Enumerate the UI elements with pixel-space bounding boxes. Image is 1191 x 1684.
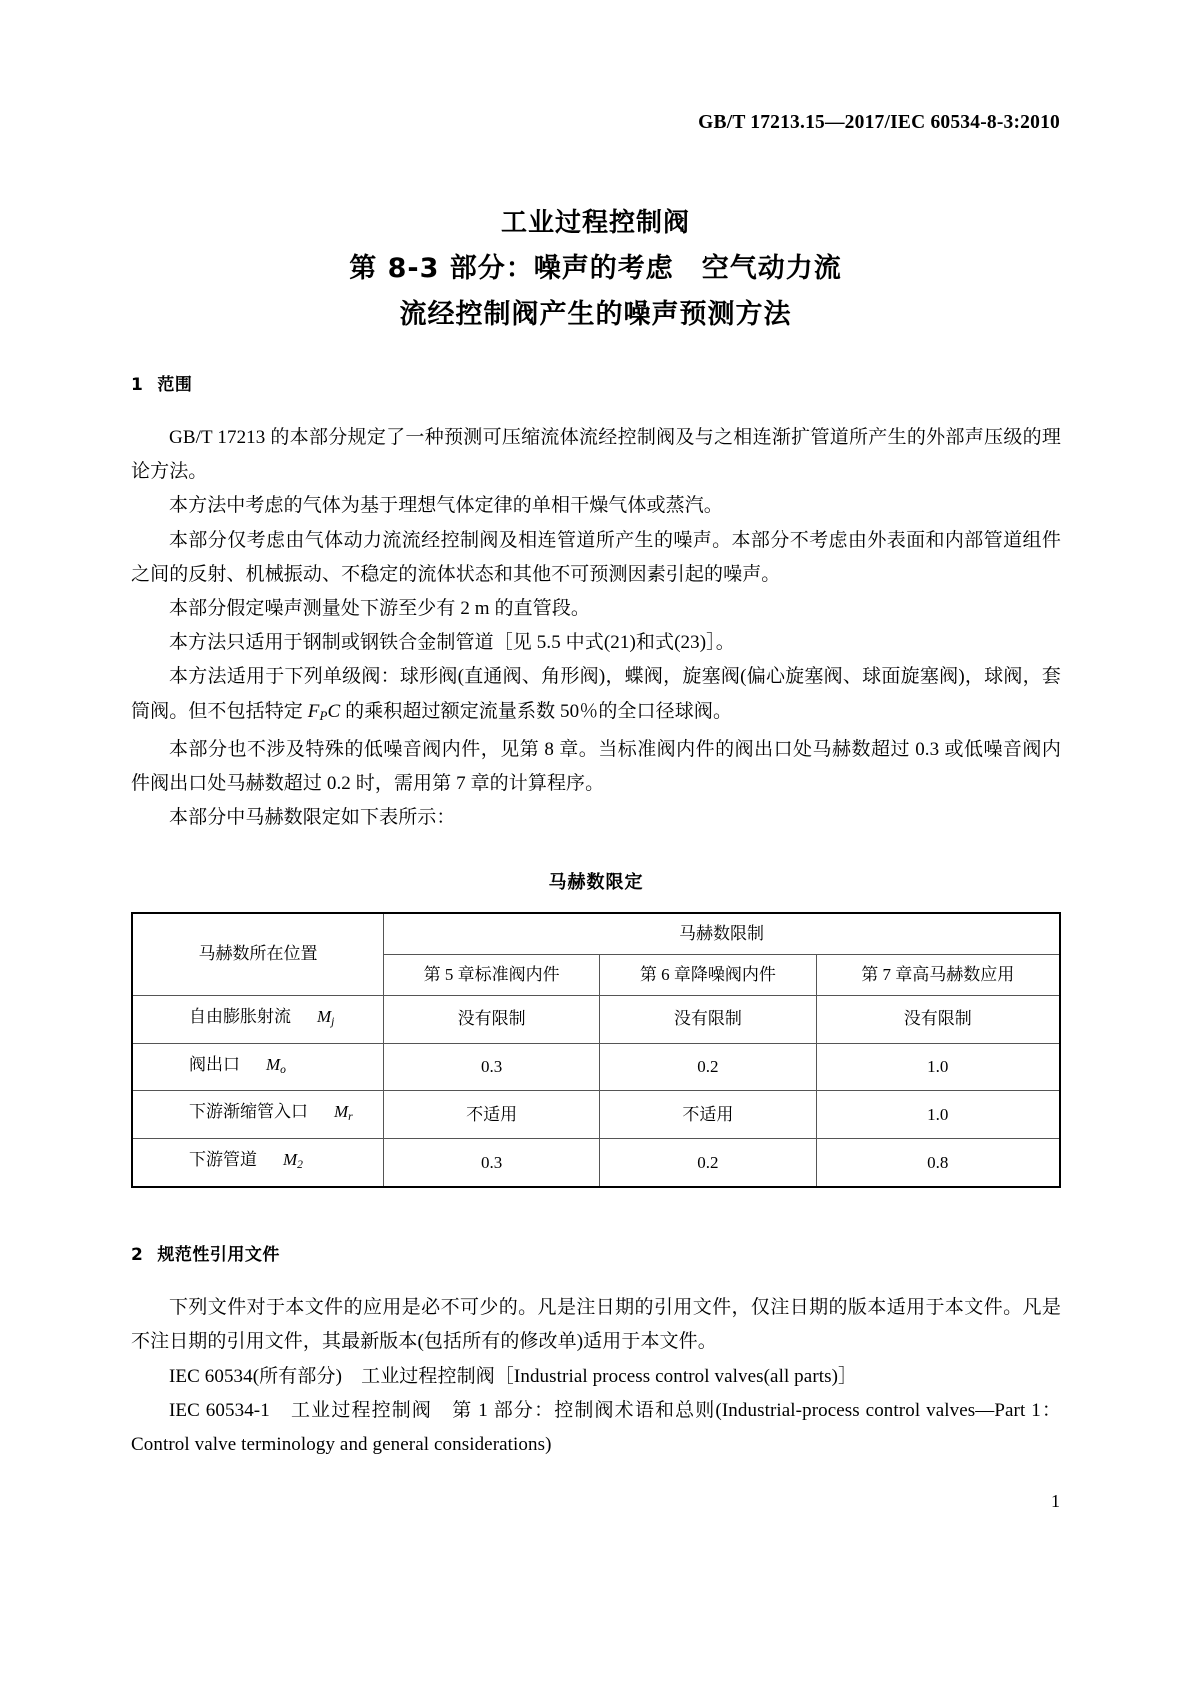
row-label-text: 下游渐缩管入口 [189, 1102, 308, 1122]
table-header-row-group [132, 913, 1060, 955]
table-cell-value: 没有限制 [816, 995, 1060, 1043]
row-label-symbol [317, 996, 334, 1043]
row-label-symbol [266, 1044, 286, 1091]
symbol-f-subscript: P [319, 707, 328, 723]
clause-1-heading [131, 370, 1061, 395]
table-row-label-downstream-reducer-inlet [132, 1091, 384, 1139]
symbol-fp-c [308, 701, 340, 722]
table-cell-value: 0.3 [384, 1043, 600, 1091]
row-label-text: 阀出口 [189, 1054, 240, 1074]
paragraph-scope-table-intro: 本部分中马赫数限定如下表所示： [169, 807, 456, 829]
table-cell-value: 1.0 [816, 1043, 1060, 1091]
table-column-header-ch6: 第 6 章降噪阀内件 [600, 954, 816, 995]
document-body [131, 370, 1061, 1462]
paragraph-scope-mach-trim: 本部分也不涉及特殊的低噪音阀内件，见第 8 章。当标准阀内件的阀出口处马赫数超过 0.3 或低噪音阀内件阀出口处马赫数超过 0.2 时，需用第 7 章的计算程序。 [131, 739, 1061, 795]
page-number: 1 [1051, 1491, 1060, 1511]
clause-1-title: 范围 [157, 375, 193, 395]
table-cell-value: 0.2 [600, 1139, 816, 1187]
document-standard-header: GB/T 17213.15—2017/IEC 60534-8-3:2010 [698, 112, 1060, 133]
table-cell-value: 不适用 [600, 1091, 816, 1139]
table-row [132, 1091, 1060, 1139]
row-label-symbol [334, 1091, 353, 1138]
paragraph-scope-valve-types [131, 660, 1061, 733]
table-row [132, 995, 1060, 1043]
symbol-c: C [327, 700, 341, 722]
title-line-1: 工业过程控制阀 [500, 208, 690, 238]
symbol-m: M [283, 1150, 298, 1170]
symbol-m: M [266, 1054, 281, 1074]
title-line-3: 流经控制阀产生的噪声预测方法 [399, 299, 792, 330]
symbol-m-subscript: 2 [297, 1158, 303, 1172]
symbol-m: M [334, 1102, 349, 1122]
table-cell-value: 没有限制 [600, 995, 816, 1043]
table-cell-value: 没有限制 [384, 995, 600, 1043]
table-caption: 马赫数限定 [548, 871, 644, 893]
table-row [132, 1043, 1060, 1091]
table-group-header: 马赫数限制 [384, 913, 1061, 955]
clause-2-number: 2 [131, 1245, 144, 1266]
table-body [132, 995, 1060, 1187]
paragraph-scope-2: 本方法中考虑的气体为基于理想气体定律的单相干燥气体或蒸汽。 [169, 495, 723, 517]
table-column-header-ch7: 第 7 章高马赫数应用 [816, 954, 1060, 995]
paragraph-scope-3: 本部分仅考虑由气体动力流流经控制阀及相连管道所产生的噪声。本部分不考虑由外表面和内部管道组件之间的反射、机械振动、不稳定的流体状态和其他不可预测因素引起的噪声。 [131, 529, 1061, 585]
table-cell-value: 0.2 [600, 1043, 816, 1091]
mach-number-limits-table [131, 912, 1061, 1189]
clause-2-title: 规范性引用文件 [157, 1245, 280, 1266]
symbol-m: M [317, 1006, 332, 1026]
paragraph-scope-5: 本方法只适用于钢制或钢铁合金制管道［见 5.5 中式(21)和式(23)］。 [169, 632, 735, 654]
clause-1-number: 1 [131, 375, 144, 395]
table-row [132, 1139, 1060, 1187]
paragraph-normative-intro: 下列文件对于本文件的应用是必不可少的。凡是注日期的引用文件，仅注日期的版本适用于本文件。凡是不注日期的引用文件，其最新版本(包括所有的修改单)适用于本文件。 [131, 1297, 1061, 1353]
symbol-m-subscript: o [280, 1062, 286, 1076]
table-stub-header: 马赫数所在位置 [132, 913, 384, 996]
title-line-2: 第 8-3 部分：噪声的考虑 空气动力流 [349, 253, 842, 284]
table-cell-value: 不适用 [384, 1091, 600, 1139]
document-title [0, 200, 1191, 338]
table-header [132, 913, 1060, 996]
table-column-header-ch5: 第 5 章标准阀内件 [384, 954, 600, 995]
paragraph-valve-types-part-a: 本方法适用于下列单级阀：球形阀(直通阀、角形阀)，蝶阀，旋塞阀(偏心旋塞阀、球面旋塞阀)，球阀，套筒阀。但不包括特定 [131, 666, 1061, 722]
table-row-label-valve-outlet [132, 1043, 384, 1091]
paragraph-scope-4: 本部分假定噪声测量处下游至少有 2 m 的直管段。 [169, 598, 591, 620]
symbol-m-subscript: r [348, 1110, 353, 1124]
table-cell-value: 0.3 [384, 1139, 600, 1187]
table-row-label-downstream-pipe [132, 1139, 384, 1187]
paragraph-scope-1: GB/T 17213 的本部分规定了一种预测可压缩流体流经控制阀及与之相连渐扩管道所产生的外部声压级的理论方法。 [131, 427, 1061, 483]
row-label-symbol [283, 1139, 303, 1186]
row-label-text: 下游管道 [189, 1150, 257, 1170]
row-label-text: 自由膨胀射流 [189, 1006, 291, 1026]
table-cell-value: 1.0 [816, 1091, 1060, 1139]
symbol-m-subscript: j [331, 1014, 335, 1028]
paragraph-valve-types-part-b: 的乘积超过额定流量系数 50％的全口径球阀。 [340, 700, 733, 722]
symbol-f: F [307, 700, 320, 722]
clause-2-heading [131, 1240, 1061, 1265]
reference-iec-60534-1: IEC 60534-1 工业过程控制阀 第 1 部分：控制阀术语和总则(Industrial-process control valves—Part 1：Control valve terminology and general considerations) [131, 1399, 1061, 1455]
table-row-label-free-jet [132, 995, 384, 1043]
table-cell-value: 0.8 [816, 1139, 1060, 1187]
reference-iec-60534: IEC 60534(所有部分) 工业过程控制阀［Industrial process control valves(all parts)］ [169, 1365, 858, 1387]
